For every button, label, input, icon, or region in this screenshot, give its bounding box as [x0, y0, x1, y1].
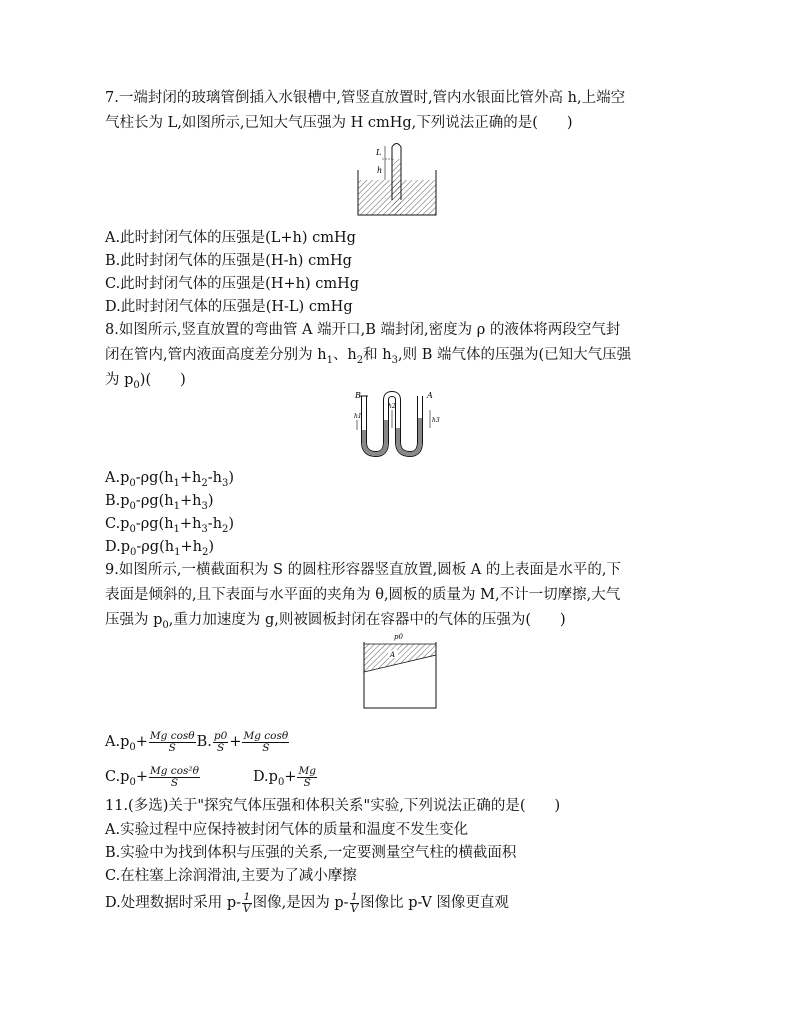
q9-frac-b1: $\frac{p0}{S}$	[213, 729, 228, 754]
q8-label-h3: h3	[432, 417, 440, 424]
q9-options-ab: $A.p_0+$ $\frac{\text{Mg cosθ}}{S}$ B. $\frac{p0}{S}$ + $\frac{\text{Mg cosθ}}{S}$	[105, 729, 289, 754]
q8-option-a: $A.p_0-\rho g(h_1+h_2-h_3)$	[105, 470, 234, 489]
q9-label-p0: p0	[394, 633, 403, 641]
q9-stem-line2: 表面是倾斜的,且下表面与水平面的夹角为 θ,圆板的质量为 M,不计一切摩擦,大气	[105, 587, 621, 603]
q7-option-a: A.此时封闭气体的压强是(L+h) cmHg	[105, 230, 356, 246]
q7-figure	[352, 138, 442, 218]
q9-stem-line1: 9.如图所示,一横截面积为 S 的圆柱形容器竖直放置,圆板 A 的上表面是水平的,下	[105, 562, 622, 578]
q9-frac-a: $\frac{\text{Mg cosθ}}{S}$	[149, 729, 195, 754]
q7-option-d: D.此时封闭气体的压强是(H-L) cmHg	[105, 299, 353, 315]
q9-frac-b2: $\frac{\text{Mg cosθ}}{S}$	[243, 729, 289, 754]
q8-label-h2: h2	[388, 403, 396, 410]
q8-label-A: A	[427, 391, 433, 400]
q9-frac-d: $\frac{Mg}{S}$	[298, 764, 316, 789]
q11-option-a: A.实验过程中应保持被封闭气体的质量和温度不发生变化	[105, 822, 469, 838]
q9-figure	[360, 630, 440, 712]
q11-stem: 11.(多选)关于"探究气体压强和体积关系"实验,下列说法正确的是( )	[105, 798, 561, 814]
q8-option-d: $D.p_0-\rho g(h_1+h_2)$	[105, 539, 214, 558]
q11-option-d: D.处理数据时采用 p- $\frac{1}{V}$ 图像,是因为 p- $\frac{1}{V}$ 图像比 p-V 图像更直观	[105, 890, 509, 915]
q11-frac-2: $\frac{1}{V}$	[350, 890, 359, 915]
q11-option-c: C.在柱塞上涂润滑油,主要为了减小摩擦	[105, 868, 357, 884]
q7-label-h: h	[377, 166, 383, 175]
q8-liquid-2	[398, 418, 420, 454]
q7-option-b: B.此时封闭气体的压强是(H-h) cmHg	[105, 253, 352, 269]
q8-label-B: B	[355, 391, 361, 400]
q7-label-L: L	[376, 148, 382, 157]
q11-frac-1: $\frac{1}{V}$	[243, 890, 251, 915]
q8-stem-line2: 闭在管内,管内液面高度差分别为 $h_1$、$h_2$和 $h_3$,则 B 端气体的压强为(已知大气压强	[105, 347, 632, 366]
q9-options-cd: $C.p_0+$ $\frac{\text{Mg cos²θ}}{S}$ $D.p_0+$ $\frac{Mg}{S}$	[105, 764, 316, 789]
q8-stem-line3: 为 $p_0$)( )	[105, 372, 186, 391]
q8-label-h1: h1	[354, 413, 362, 420]
q8-figure	[354, 390, 444, 460]
q7-tube-mercury	[392, 159, 401, 215]
q8-option-c: $C.p_0-\rho g(h_1+h_3-h_2)$	[105, 516, 235, 535]
q8-option-b: $B.p_0-\rho g(h_1+h_3)$	[105, 493, 214, 512]
q8-stem-line1: 8.如图所示,竖直放置的弯曲管 A 端开口,B 端封闭,密度为 ρ 的液体将两段空气封	[105, 322, 621, 338]
q7-option-c: C.此时封闭气体的压强是(H+h) cmHg	[105, 276, 360, 292]
q11-option-b: B.实验中为找到体积与压强的关系,一定要测量空气柱的横截面积	[105, 845, 517, 861]
q9-frac-c: $\frac{\text{Mg cos²θ}}{S}$	[150, 764, 199, 789]
q7-stem-line2: 气柱长为 L,如图所示,已知大气压强为 H cmHg,下列说法正确的是( )	[105, 115, 573, 131]
q7-stem-line1: 7.一端封闭的玻璃管倒插入水银槽中,管竖直放置时,管内水银面比管外高 h,上端空	[105, 90, 626, 106]
q8-liquid-1	[364, 420, 386, 454]
q9-stem-line3: 压强为 $p_0$,重力加速度为 g,则被圆板封闭在容器中的气体的压强为( )	[105, 612, 566, 631]
q9-label-A: A	[390, 651, 396, 659]
q9-plate-A	[364, 644, 436, 672]
